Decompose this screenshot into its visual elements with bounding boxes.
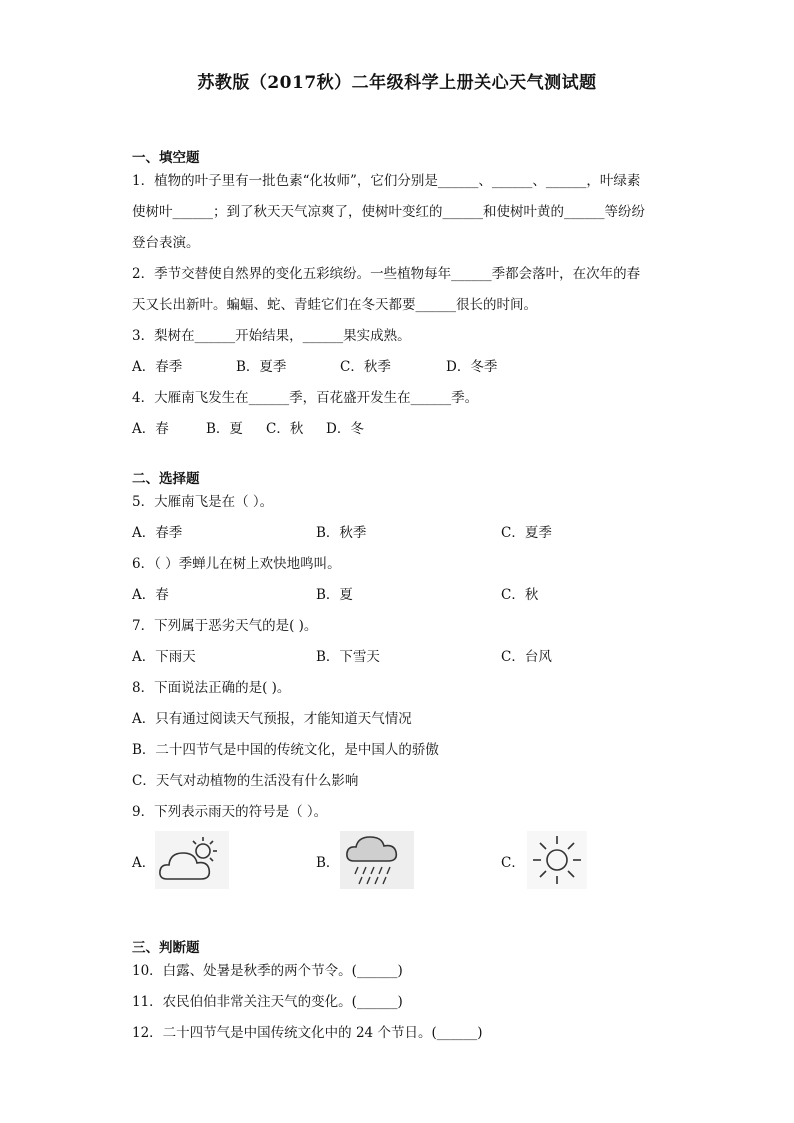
section-heading-fill-blank: 一、填空题 [132, 150, 200, 166]
question-6-option-b: B．夏 [316, 587, 353, 603]
question-7-option-c: C．台风 [501, 649, 552, 665]
partly-cloudy-icon [155, 831, 229, 889]
question-4-option-b: B．夏 [206, 421, 243, 437]
question-6: 6．（ ）季蝉儿在树上欢快地鸣叫。 [132, 556, 341, 572]
question-8-option-a: A．只有通过阅读天气预报，才能知道天气情况 [132, 711, 412, 727]
question-8-option-b: B．二十四节气是中国的传统文化，是中国人的骄傲 [132, 742, 439, 758]
rain-cloud-icon [340, 831, 414, 889]
question-6-option-a: A．春 [132, 587, 169, 603]
question-5-option-a: A．春季 [132, 525, 183, 541]
question-10: 10．白露、处暑是秋季的两个节令。(______) [132, 963, 403, 979]
question-2-line-2: 天又长出新叶。蝙蝠、蛇、青蛙它们在冬天都要______很长的时间。 [132, 297, 537, 313]
question-8: 8．下面说法正确的是( )。 [132, 680, 291, 696]
question-1-line-2: 使树叶______；到了秋天天气凉爽了，使树叶变红的______和使树叶黄的______等纷纷 [132, 204, 645, 220]
question-7-option-a: A．下雨天 [132, 649, 196, 665]
question-9-option-a: A． [132, 855, 156, 871]
question-3-option-a: A．春季 [132, 359, 183, 375]
question-5: 5．大雁南飞是在（ ）。 [132, 494, 274, 510]
question-3-option-b: B．夏季 [236, 359, 287, 375]
question-1-line-1: 1．植物的叶子里有一批色素“化妆师”，它们分别是______、______、______，叶绿素 [132, 173, 641, 189]
question-5-option-c: C．夏季 [501, 525, 552, 541]
question-8-option-c: C．天气对动植物的生活没有什么影响 [132, 773, 359, 789]
question-3-option-d: D．冬季 [446, 359, 498, 375]
question-9-option-b: B． [316, 855, 340, 871]
question-9-option-c: C． [501, 855, 525, 871]
question-5-option-b: B．秋季 [316, 525, 367, 541]
section-heading-choice: 二、选择题 [132, 471, 200, 487]
question-6-option-c: C．秋 [501, 587, 539, 603]
question-7: 7．下列属于恶劣天气的是( )。 [132, 618, 318, 634]
question-3: 3．梨树在______开始结果，______果实成熟。 [132, 328, 411, 344]
page-title: 苏教版（2017秋）二年级科学上册关心天气测试题 [197, 73, 597, 93]
question-4-option-d: D．冬 [326, 421, 364, 437]
question-1-line-3: 登台表演。 [132, 235, 200, 251]
section-heading-judge: 三、判断题 [132, 940, 200, 956]
question-9: 9．下列表示雨天的符号是（ ）。 [132, 804, 328, 820]
question-11: 11．农民伯伯非常关注天气的变化。(______) [132, 994, 403, 1010]
question-12: 12．二十四节气是中国传统文化中的 24 个节日。(______) [132, 1025, 483, 1041]
question-4: 4．大雁南飞发生在______季，百花盛开发生在______季。 [132, 390, 479, 406]
question-4-option-c: C．秋 [266, 421, 304, 437]
question-2-line-1: 2．季节交替使自然界的变化五彩缤纷。一些植物每年______季都会落叶，在次年的春 [132, 266, 641, 282]
question-4-option-a: A．春 [132, 421, 169, 437]
question-3-option-c: C．秋季 [340, 359, 391, 375]
question-7-option-b: B．下雪天 [316, 649, 380, 665]
sun-icon [527, 831, 587, 889]
